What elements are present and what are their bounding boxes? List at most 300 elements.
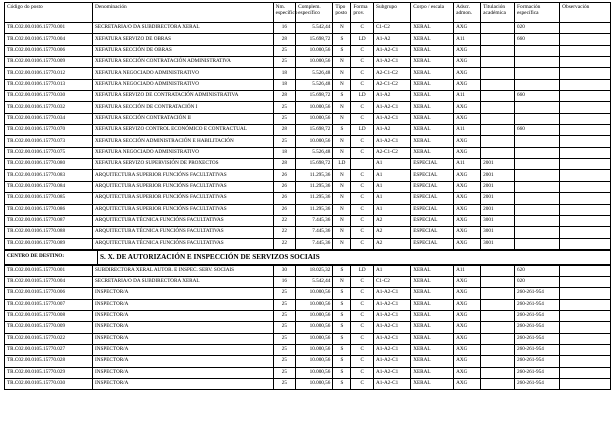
cell-forma: C: [351, 367, 374, 378]
cell-complem: 11.295,36: [296, 204, 333, 215]
cell-num: 25: [273, 57, 296, 68]
cell-adscr: AXG: [454, 136, 481, 147]
cell-formacion: [515, 181, 560, 192]
cell-tipo: N: [333, 136, 351, 147]
cell-forma: C: [351, 227, 374, 238]
cell-titulacion: [481, 265, 515, 276]
cell-corpo: ESPECIAL: [411, 159, 454, 170]
cell-codigo: TR.C02.00.0105.15770.006: [5, 288, 93, 299]
cell-titulacion: [481, 299, 515, 310]
cell-complem: 11.295,36: [296, 193, 333, 204]
cell-tipo: N: [333, 23, 351, 34]
cell-forma: C: [351, 170, 374, 181]
cell-subgrupo: A1: [373, 159, 410, 170]
cell-complem: 10.000,56: [296, 344, 333, 355]
cell-subgrupo: A1: [373, 265, 410, 276]
cell-adscr: AXG: [454, 333, 481, 344]
cell-forma: C: [351, 79, 374, 90]
cell-titulacion: [481, 147, 515, 158]
cell-subgrupo: C1-C2: [373, 276, 410, 287]
table-row: [5, 147, 611, 158]
cell-corpo: ESPECIAL: [411, 227, 454, 238]
cell-tipo: S: [333, 367, 351, 378]
cell-observacion: [560, 310, 611, 321]
cell-complem: 10.000,56: [296, 288, 333, 299]
cell-complem: 7.445,36: [296, 238, 333, 249]
cell-complem: 10.000,56: [296, 310, 333, 321]
cell-denominacion: SUBDIRECTORA XERAL AUTOR. E INSPEC. SERV. SOCIAIS: [93, 265, 274, 276]
cell-titulacion: [481, 34, 515, 45]
cell-codigo: TR.C02.00.0106.15770.085: [5, 193, 93, 204]
cell-num: 18: [273, 68, 296, 79]
cell-subgrupo: A1-A2-C1: [373, 310, 410, 321]
cell-observacion: [560, 125, 611, 136]
table-row: [5, 215, 611, 226]
cell-adscr: AXG: [454, 57, 481, 68]
cell-formacion: 260-261-954: [515, 367, 560, 378]
cell-corpo: XERAL: [411, 23, 454, 34]
cell-adscr: AXG: [454, 367, 481, 378]
cell-adscr: AXG: [454, 45, 481, 56]
cell-forma: C: [351, 276, 374, 287]
cell-titulacion: 2001: [481, 170, 515, 181]
cell-codigo: TR.C02.00.0105.15770.007: [5, 299, 93, 310]
cell-titulacion: [481, 276, 515, 287]
cell-tipo: S: [333, 322, 351, 333]
cell-denominacion: XEFATURA SECCIÓN ADMINISTRACIÓN E HABILITACIÓN: [93, 136, 274, 147]
cell-formacion: 260-261-954: [515, 378, 560, 389]
table-row: [5, 378, 611, 389]
cell-subgrupo: A1-A2-C1: [373, 344, 410, 355]
cell-denominacion: XEFATURA SERVIZO DE OBRAS: [93, 34, 274, 45]
cell-observacion: [560, 91, 611, 102]
cell-tipo: S: [333, 310, 351, 321]
cell-corpo: XERAL: [411, 147, 454, 158]
cell-formacion: [515, 102, 560, 113]
cell-complem: 11.295,36: [296, 181, 333, 192]
cell-adscr: AXG: [454, 276, 481, 287]
cell-denominacion: ARQUITECTURA SUPERIOR FUNCIÓNS FACULTATIVAS: [93, 204, 274, 215]
cell-titulacion: [481, 310, 515, 321]
cell-adscr: A11: [454, 265, 481, 276]
cell-codigo: TR.C02.00.0106.15770.009: [5, 57, 93, 68]
cell-forma: C: [351, 310, 374, 321]
cell-adscr: A11: [454, 125, 481, 136]
cell-adscr: AXG: [454, 147, 481, 158]
table-row: [5, 102, 611, 113]
cell-complem: 7.445,36: [296, 215, 333, 226]
cell-forma: LD: [351, 91, 374, 102]
section-header-table: [4, 250, 611, 265]
cell-forma: C: [351, 378, 374, 389]
cell-observacion: [560, 57, 611, 68]
cell-corpo: XERAL: [411, 68, 454, 79]
cell-num: 25: [273, 288, 296, 299]
cell-tipo: N: [333, 193, 351, 204]
cell-corpo: XERAL: [411, 276, 454, 287]
cell-titulacion: [481, 102, 515, 113]
cell-denominacion: ARQUITECTURA SUPERIOR FUNCIÓNS FACULTATIVAS: [93, 170, 274, 181]
cell-forma: C: [351, 288, 374, 299]
cell-corpo: XERAL: [411, 136, 454, 147]
cell-complem: 15.698,72: [296, 34, 333, 45]
cell-titulacion: [481, 322, 515, 333]
cell-formacion: [515, 113, 560, 124]
cell-observacion: [560, 34, 611, 45]
cell-corpo: XERAL: [411, 322, 454, 333]
cell-formacion: [515, 57, 560, 68]
cell-num: 28: [273, 34, 296, 45]
cell-subgrupo: A2: [373, 215, 410, 226]
cell-formacion: [515, 204, 560, 215]
cell-denominacion: INSPECTOR/A: [93, 288, 274, 299]
col-header-adscricion: Adscr. admon.: [454, 3, 481, 23]
cell-forma: C: [351, 147, 374, 158]
col-header-tipo: Tipo posto: [333, 3, 351, 23]
cell-subgrupo: A1-A2-C1: [373, 57, 410, 68]
cell-subgrupo: A1-A2-C1: [373, 378, 410, 389]
cell-observacion: [560, 45, 611, 56]
cell-formacion: 660: [515, 91, 560, 102]
cell-codigo: TR.C02.00.0105.15770.029: [5, 367, 93, 378]
cell-titulacion: 2001: [481, 181, 515, 192]
cell-denominacion: XEFATURA NEGOCIADO ADMINISTRATIVO: [93, 147, 274, 158]
col-header-denominacion: Denominación: [93, 3, 274, 23]
cell-formacion: [515, 45, 560, 56]
cell-formacion: [515, 136, 560, 147]
cell-denominacion: XEFATURA SERVIZO CONTROL ECONÓMICO E CONTRACTUAL: [93, 125, 274, 136]
cell-subgrupo: A1-A2-C1: [373, 322, 410, 333]
cell-complem: 5.526,48: [296, 147, 333, 158]
cell-subgrupo: C1-C2: [373, 23, 410, 34]
cell-tipo: S: [333, 333, 351, 344]
table-row: [5, 34, 611, 45]
cell-observacion: [560, 193, 611, 204]
cell-denominacion: ARQUITECTURA TÉCNICA FUNCIÓNS FACULTATIVAS: [93, 215, 274, 226]
table-row: [5, 23, 611, 34]
cell-forma: C: [351, 215, 374, 226]
cell-subgrupo: A1-A2: [373, 34, 410, 45]
cell-forma: LD: [351, 265, 374, 276]
cell-forma: C: [351, 322, 374, 333]
table-body-part2: [5, 265, 611, 390]
cell-denominacion: XEFATURA SERVIZO DE CONTRATACIÓN ADMINISTRATIVA: [93, 91, 274, 102]
cell-denominacion: INSPECTOR/A: [93, 378, 274, 389]
cell-titulacion: 2001: [481, 204, 515, 215]
table-row: [5, 57, 611, 68]
cell-formacion: 260-261-954: [515, 288, 560, 299]
cell-titulacion: 2001: [481, 159, 515, 170]
cell-num: 26: [273, 181, 296, 192]
cell-observacion: [560, 136, 611, 147]
cell-corpo: XERAL: [411, 45, 454, 56]
cell-codigo: TR.C02.00.0106.15770.080: [5, 159, 93, 170]
positions-table: [4, 2, 611, 250]
cell-tipo: S: [333, 378, 351, 389]
cell-num: 25: [273, 344, 296, 355]
table-row: [5, 227, 611, 238]
table-body-part1: [5, 23, 611, 250]
cell-num: 16: [273, 276, 296, 287]
cell-corpo: XERAL: [411, 378, 454, 389]
cell-codigo: TR.C02.00.0106.15770.070: [5, 125, 93, 136]
cell-formacion: 020: [515, 276, 560, 287]
cell-corpo: XERAL: [411, 125, 454, 136]
cell-num: 16: [273, 23, 296, 34]
cell-complem: 10.000,56: [296, 57, 333, 68]
cell-subgrupo: A1: [373, 193, 410, 204]
cell-formacion: [515, 79, 560, 90]
cell-adscr: AXG: [454, 181, 481, 192]
cell-adscr: AXG: [454, 344, 481, 355]
cell-denominacion: XEFATURA SECCIÓN DE CONTRATACIÓN I: [93, 102, 274, 113]
cell-tipo: N: [333, 113, 351, 124]
cell-tipo: S: [333, 356, 351, 367]
table-row: [5, 299, 611, 310]
cell-tipo: N: [333, 276, 351, 287]
cell-observacion: [560, 227, 611, 238]
cell-adscr: AXG: [454, 102, 481, 113]
cell-num: 25: [273, 378, 296, 389]
cell-corpo: XERAL: [411, 299, 454, 310]
cell-codigo: TR.C02.00.0105.15770.030: [5, 378, 93, 389]
cell-titulacion: 3001: [481, 238, 515, 249]
cell-codigo: TR.C02.00.0105.15770.027: [5, 344, 93, 355]
cell-denominacion: XEFATURA SECCIÓN DE OBRAS: [93, 45, 274, 56]
table-row: [5, 367, 611, 378]
cell-forma: C: [351, 57, 374, 68]
cell-adscr: AXG: [454, 322, 481, 333]
table-row: [5, 276, 611, 287]
cell-titulacion: 3001: [481, 227, 515, 238]
cell-complem: 10.000,56: [296, 322, 333, 333]
cell-num: 28: [273, 125, 296, 136]
cell-titulacion: [481, 344, 515, 355]
cell-corpo: ESPECIAL: [411, 170, 454, 181]
cell-corpo: XERAL: [411, 102, 454, 113]
col-header-forma: Forma prov.: [351, 3, 374, 23]
cell-codigo: TR.C02.00.0106.15770.073: [5, 136, 93, 147]
cell-subgrupo: A2-C1-C2: [373, 68, 410, 79]
cell-formacion: 260-261-954: [515, 344, 560, 355]
cell-observacion: [560, 102, 611, 113]
cell-complem: 7.445,36: [296, 227, 333, 238]
cell-complem: 5.542,44: [296, 276, 333, 287]
cell-denominacion: INSPECTOR/A: [93, 322, 274, 333]
cell-complem: 18.025,32: [296, 265, 333, 276]
cell-titulacion: [481, 68, 515, 79]
cell-tipo: S: [333, 34, 351, 45]
cell-complem: 10.000,56: [296, 102, 333, 113]
positions-table-2: [4, 265, 611, 391]
cell-denominacion: ARQUITECTURA SUPERIOR FUNCIÓNS FACULTATIVAS: [93, 181, 274, 192]
cell-forma: LD: [351, 125, 374, 136]
cell-denominacion: SECRETARIA/O DA SUBDIRECTORA XERAL: [93, 276, 274, 287]
cell-denominacion: INSPECTOR/A: [93, 356, 274, 367]
table-header-row: [5, 3, 611, 23]
cell-num: 22: [273, 238, 296, 249]
table-row: [5, 204, 611, 215]
cell-forma: C: [351, 68, 374, 79]
cell-corpo: XERAL: [411, 356, 454, 367]
cell-formacion: 260-261-954: [515, 322, 560, 333]
col-header-observacion: Observación: [560, 3, 611, 23]
table-row: [5, 159, 611, 170]
cell-titulacion: [481, 23, 515, 34]
cell-complem: 15.698,72: [296, 159, 333, 170]
cell-forma: C: [351, 136, 374, 147]
cell-adscr: AXG: [454, 113, 481, 124]
cell-complem: 15.698,72: [296, 91, 333, 102]
cell-titulacion: [481, 57, 515, 68]
cell-denominacion: ARQUITECTURA SUPERIOR FUNCIÓNS FACULTATIVAS: [93, 193, 274, 204]
cell-observacion: [560, 265, 611, 276]
table-row: [5, 288, 611, 299]
cell-subgrupo: A1-A2-C1: [373, 333, 410, 344]
table-row: [5, 79, 611, 90]
cell-corpo: XERAL: [411, 367, 454, 378]
table-row: [5, 45, 611, 56]
cell-tipo: N: [333, 227, 351, 238]
cell-num: 25: [273, 299, 296, 310]
cell-tipo: N: [333, 238, 351, 249]
cell-forma: LD: [351, 34, 374, 45]
table-row: [5, 344, 611, 355]
cell-corpo: XERAL: [411, 333, 454, 344]
cell-subgrupo: A1: [373, 204, 410, 215]
cell-subgrupo: A1-A2: [373, 125, 410, 136]
cell-codigo: TR.C02.00.0106.15770.012: [5, 68, 93, 79]
cell-num: 30: [273, 265, 296, 276]
cell-titulacion: [481, 378, 515, 389]
cell-num: 25: [273, 113, 296, 124]
table-row: [5, 68, 611, 79]
section-name: S. X. DE AUTORIZACIÓN E INSPECCIÓN DE SERVIZOS SOCIAIS: [98, 250, 611, 264]
col-header-corpo: Corpo / escala: [411, 3, 454, 23]
cell-observacion: [560, 215, 611, 226]
cell-observacion: [560, 299, 611, 310]
cell-observacion: [560, 159, 611, 170]
cell-num: 26: [273, 204, 296, 215]
cell-forma: C: [351, 299, 374, 310]
col-header-formacion: Formación específica: [515, 3, 560, 23]
cell-tipo: S: [333, 45, 351, 56]
cell-codigo: TR.C02.00.0105.15770.009: [5, 322, 93, 333]
cell-titulacion: [481, 288, 515, 299]
cell-num: 25: [273, 356, 296, 367]
cell-titulacion: [481, 45, 515, 56]
cell-complem: 10.000,56: [296, 45, 333, 56]
cell-denominacion: ARQUITECTURA TÉCNICA FUNCIÓNS FACULTATIVAS: [93, 227, 274, 238]
cell-formacion: [515, 215, 560, 226]
cell-denominacion: XEFATURA NEGOCIADO ADMINISTRATIVO: [93, 79, 274, 90]
cell-num: 26: [273, 170, 296, 181]
cell-num: 25: [273, 367, 296, 378]
cell-formacion: 260-261-954: [515, 356, 560, 367]
cell-forma: C: [351, 238, 374, 249]
cell-adscr: AXG: [454, 288, 481, 299]
cell-complem: 5.542,44: [296, 23, 333, 34]
cell-adscr: AXG: [454, 238, 481, 249]
table-row: [5, 91, 611, 102]
cell-complem: 10.000,56: [296, 113, 333, 124]
cell-codigo: TR.C02.00.0106.15770.004: [5, 34, 93, 45]
cell-codigo: TR.C02.00.0106.15770.086: [5, 204, 93, 215]
cell-complem: 5.526,48: [296, 79, 333, 90]
cell-observacion: [560, 322, 611, 333]
cell-formacion: [515, 227, 560, 238]
cell-corpo: XERAL: [411, 91, 454, 102]
cell-adscr: AXG: [454, 170, 481, 181]
cell-codigo: TR.C02.00.0106.15770.083: [5, 170, 93, 181]
cell-adscr: AXG: [454, 227, 481, 238]
cell-codigo: TR.C02.00.0106.15770.089: [5, 238, 93, 249]
cell-denominacion: INSPECTOR/A: [93, 299, 274, 310]
cell-complem: 15.698,72: [296, 125, 333, 136]
cell-tipo: S: [333, 344, 351, 355]
cell-tipo: S: [333, 265, 351, 276]
cell-adscr: AXG: [454, 356, 481, 367]
cell-codigo: TR.C02.00.0106.15770.034: [5, 113, 93, 124]
cell-tipo: N: [333, 170, 351, 181]
cell-tipo: N: [333, 57, 351, 68]
cell-formacion: 260-261-954: [515, 310, 560, 321]
cell-adscr: AXG: [454, 299, 481, 310]
table-row: [5, 310, 611, 321]
cell-forma: C: [351, 45, 374, 56]
section-centro-destino: [5, 250, 611, 264]
cell-num: 25: [273, 310, 296, 321]
cell-tipo: N: [333, 68, 351, 79]
cell-corpo: ESPECIAL: [411, 181, 454, 192]
table-row: [5, 125, 611, 136]
cell-subgrupo: A2: [373, 238, 410, 249]
cell-forma: C: [351, 356, 374, 367]
cell-codigo: TR.C02.00.0106.15770.075: [5, 147, 93, 158]
table-row: [5, 333, 611, 344]
cell-num: 18: [273, 147, 296, 158]
cell-num: 25: [273, 102, 296, 113]
cell-corpo: XERAL: [411, 34, 454, 45]
cell-observacion: [560, 23, 611, 34]
cell-tipo: N: [333, 181, 351, 192]
cell-tipo: LD: [333, 159, 351, 170]
cell-subgrupo: A1-A2-C1: [373, 299, 410, 310]
cell-formacion: [515, 193, 560, 204]
table-row: [5, 356, 611, 367]
cell-num: 26: [273, 193, 296, 204]
cell-corpo: XERAL: [411, 79, 454, 90]
cell-tipo: S: [333, 125, 351, 136]
cell-complem: 10.000,56: [296, 356, 333, 367]
cell-corpo: XERAL: [411, 288, 454, 299]
cell-num: 25: [273, 45, 296, 56]
col-header-num: Nm. específico: [273, 3, 296, 23]
cell-formacion: [515, 238, 560, 249]
cell-formacion: 260-261-954: [515, 299, 560, 310]
cell-denominacion: XEFATURA SERVIZO SUPERVISIÓN DE PROXECTOS: [93, 159, 274, 170]
cell-num: 25: [273, 333, 296, 344]
cell-tipo: S: [333, 288, 351, 299]
cell-denominacion: XEFATURA NEGOCIADO ADMINISTRATIVO: [93, 68, 274, 79]
cell-adscr: AXG: [454, 79, 481, 90]
cell-observacion: [560, 333, 611, 344]
cell-codigo: TR.C02.00.0105.15770.022: [5, 333, 93, 344]
cell-titulacion: [481, 125, 515, 136]
cell-corpo: XERAL: [411, 113, 454, 124]
cell-observacion: [560, 79, 611, 90]
cell-corpo: XERAL: [411, 310, 454, 321]
